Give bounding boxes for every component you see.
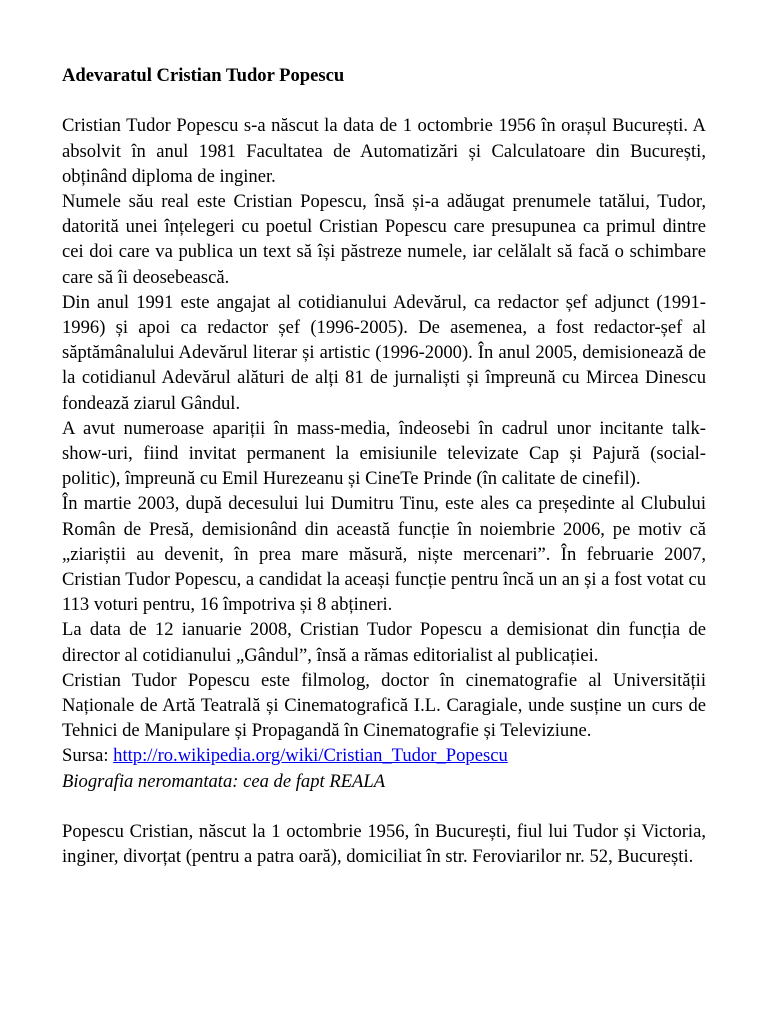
- paragraph-real-bio: Popescu Cristian, născut la 1 octombrie 1956, în București, fiul lui Tudor și Victoria, inginer, divorțat (pentru a patra oară), domiciliat în str. Feroviarilor nr. 52, București.: [62, 821, 706, 868]
- blank-line: [62, 794, 706, 819]
- paragraph-filmology: Cristian Tudor Popescu este filmolog, doctor în cinematografie al Universității Naționale de Artă Teatrală și Cinematografică I.L. Caragiale, unde susține un curs de Tehnici de Manipulare și Propagandă în Cinematografie și Televiziune.: [62, 669, 706, 742]
- italic-heading: Biografia neromantata: cea de fapt REALA: [62, 770, 386, 792]
- source-line: [62, 743, 706, 768]
- paragraph-career: Din anul 1991 este angajat al cotidianului Adevărul, ca redactor șef adjunct (1991-1996) și apoi ca redactor șef (1996-2005). De asemenea, a fost redactor-șef al săptămânalului Adevărul literar și artistic (1996-2000). În anul 2005, demisionează de la cotidianul Adevărul alături de alți 81 de jurnaliști și împreună cu Mircea Dinescu fondează ziarul Gândul.: [62, 291, 706, 414]
- document-page: [62, 63, 706, 869]
- paragraph-media: A avut numeroase apariții în mass-media, îndeosebi în cadrul unor incitante talk-show-uri, fiind invitat permanent la emisiunile televizate Cap și Pajură (social-politic), împreună cu Emil Hurezeanu și CineTe Prinde (în calitate de cinefil).: [62, 417, 706, 490]
- paragraph-birth: Cristian Tudor Popescu s-a născut la data de 1 octombrie 1956 în orașul București. A absolvit în anul 1981 Facultatea de Automatizări și Calculatoare din București, obținând diploma de inginer.: [62, 115, 706, 187]
- paragraph-resignation: La data de 12 ianuarie 2008, Cristian Tudor Popescu a demisionat din funcția de director al cotidianului „Gândul”, însă a rămas editorialist al publicației.: [62, 619, 706, 666]
- source-label: Sursa:: [62, 745, 114, 767]
- blank-line: [62, 88, 706, 113]
- source-link[interactable]: http://ro.wikipedia.org/wiki/Cristian_Tudor_Popescu: [113, 745, 508, 767]
- paragraph-name: Numele său real este Cristian Popescu, însă și-a adăugat prenumele tatălui, Tudor, datorită unei înțelegeri cu poetul Cristian Popescu care presupunea ca primul dintre cei doi care va publica un text să își păstreze numele, iar celălalt să facă o schimbare care să îi deosebească.: [62, 191, 706, 288]
- paragraph-press-club: În martie 2003, după decesului lui Dumitru Tinu, este ales ca președinte al Clubului Român de Presă, demisionând din această funcție în noiembrie 2006, pe motiv că „ziariștii au devenit, în prea mare măsură, niște mercenari”. În februarie 2007, Cristian Tudor Popescu, a candidat la aceași funcție pentru încă un an și a fost votat cu 113 voturi pentru, 16 împotriva și 8 abțineri.: [62, 493, 706, 616]
- document-title: Adevaratul Cristian Tudor Popescu: [62, 65, 345, 86]
